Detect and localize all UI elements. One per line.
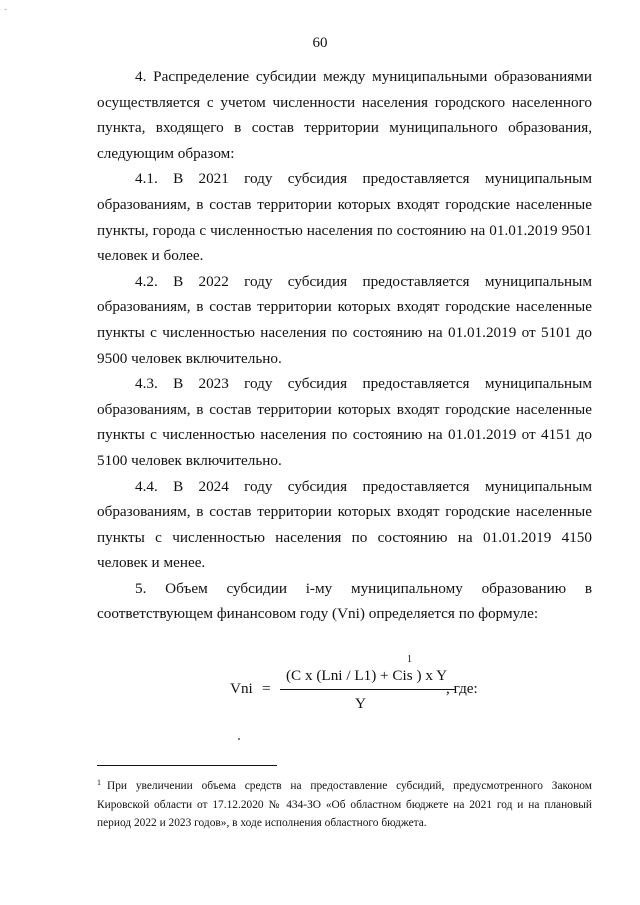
paragraph-4: 4. Распределение субсидии между муниципальными образованиями осуществляется с учетом численности населения городского населенного пункта, входящего в состав территории муниципального образования, следующим образом: xyxy=(97,68,592,162)
subsidy-formula xyxy=(230,654,530,720)
paragraph-4-2: 4.2. В 2022 году субсидия предоставляется муниципальным образованиям, в состав территории которых входят городские населенные пункты с численностью населения по состоянию на 01.01.2019 от 5101 до 9500 человек включительно. xyxy=(97,272,592,367)
footnote-separator xyxy=(97,765,277,766)
paragraph-4-3: 4.3. В 2023 году субсидия предоставляется муниципальным образованиям, в состав территории которых входят городские населенные пункты с численностью населения по состоянию на 01.01.2019 от 4151 до 5100 человек включительно. xyxy=(97,375,592,469)
footnote xyxy=(97,774,592,833)
formula-denominator: Y xyxy=(355,695,366,712)
formula-equals: = xyxy=(262,680,271,697)
page-number: 60 xyxy=(312,35,328,51)
fraction-bar xyxy=(280,689,455,690)
document-body xyxy=(97,64,592,627)
footnote-text: При увеличении объема средств на предоставление субсидий, предусмотренного Законом Кировской области от 17.12.2020 № 434-ЗО «Об областном бюджете на 2021 год и на плановый период 2022 и 2023 годов», в ходе исполнения областного бюджета. xyxy=(97,780,592,829)
formula-numerator: (C x (Lni / L1) + Cis ) x Y xyxy=(286,667,448,684)
formula-tail: , где: xyxy=(446,680,478,697)
stray-mark xyxy=(238,738,240,740)
corner-mark: - xyxy=(4,4,7,14)
formula-superscript: 1 xyxy=(407,654,412,665)
paragraph-5: 5. Объем субсидии i-му муниципальному образованию в соответствующем финансовом году (Vni) определяется по формуле: xyxy=(97,579,592,623)
footnote-mark: 1 xyxy=(97,778,101,787)
paragraph-4-1: 4.1. В 2021 году субсидия предоставляется муниципальным образованиям, в состав территории которых входят городские населенные пункты, города с численностью населения по состоянию на 01.01.2019 9501 человек и более. xyxy=(97,170,592,265)
paragraph-4-4: 4.4. В 2024 году субсидия предоставляется муниципальным образованиям, в состав территории которых входят городские населенные пункты с численностью населения по состоянию на 01.01.2019 4150 человек и менее. xyxy=(97,477,592,572)
formula-lhs: Vni xyxy=(230,680,253,697)
